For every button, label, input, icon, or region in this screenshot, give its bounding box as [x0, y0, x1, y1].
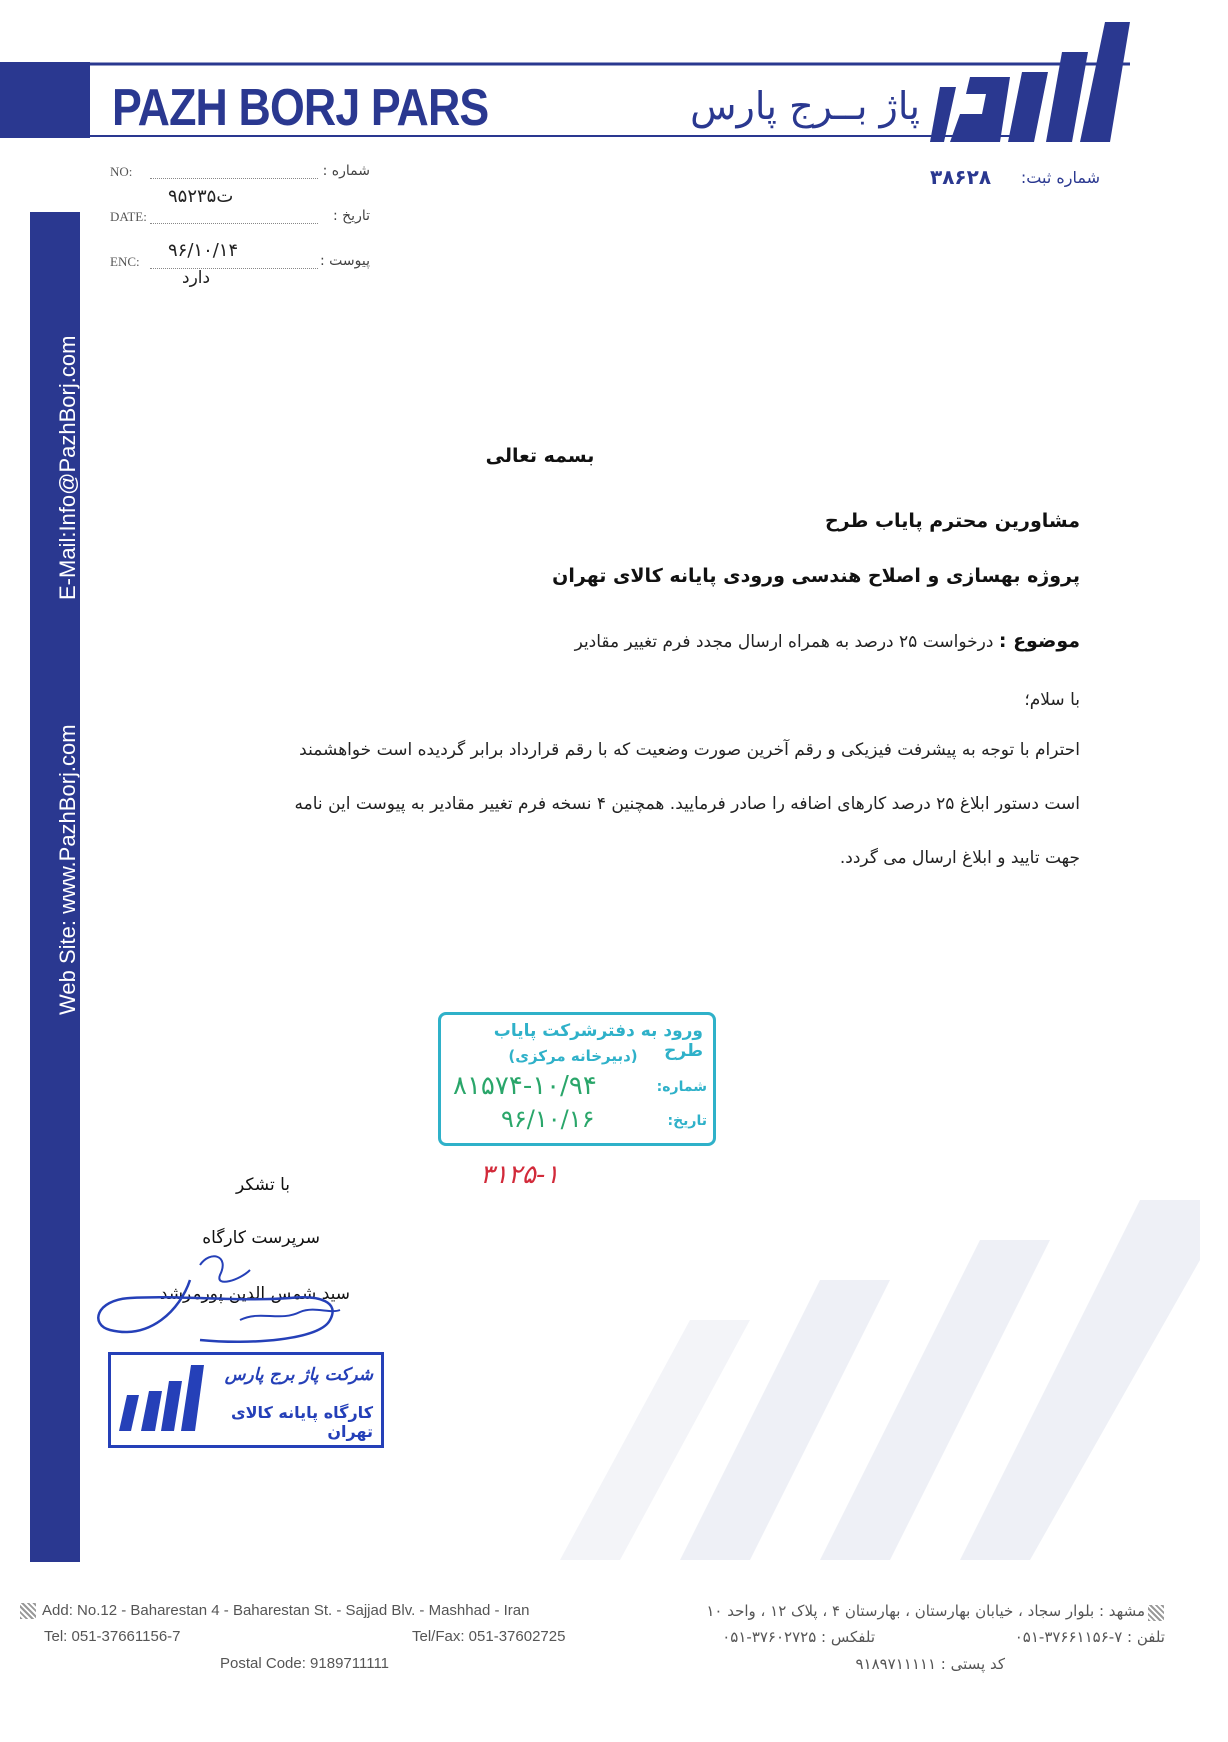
company-stamp-line1: شرکت پاژ برج پارس — [224, 1365, 373, 1385]
footer-tel-en: Tel: 051-37661156-7 — [44, 1628, 181, 1645]
subject-label: موضوع : — [998, 630, 1080, 652]
enclosure-value: دارد — [182, 268, 211, 288]
company-stamp — [108, 1352, 384, 1448]
date-dotted-line — [150, 223, 318, 224]
date-label-en: DATE: — [110, 209, 147, 224]
footer-address-icon-fa — [1148, 1605, 1164, 1621]
subject-line — [200, 630, 1080, 652]
footer-postal-en: Postal Code: 9189711111 — [220, 1655, 390, 1672]
number-label-fa: شماره : — [322, 163, 370, 179]
footer-postal-fa: کد پستی : ۹۱۸۹۷۱۱۱۱۱ — [855, 1655, 1005, 1673]
brand-name-english: PAZH BORJ PARS — [112, 79, 489, 137]
company-stamp-logo-icon — [119, 1365, 204, 1435]
number-dotted-line — [150, 178, 318, 179]
greeting: با سلام؛ — [1024, 690, 1080, 710]
side-email: E-Mail:Info@PazhBorj.com — [55, 335, 80, 600]
invocation: بسمه تعالی — [485, 445, 595, 467]
enclosure-label-en: ENC: — [110, 254, 140, 269]
company-stamp-line2: کارگاه پایانه کالای تهران — [230, 1403, 373, 1441]
footer-fax-fa: تلفکس : ۳۷۶۰۲۷۲۵-۰۵۱ — [722, 1628, 875, 1646]
footer-tel-fa: تلفن : ۷-۳۷۶۶۱۱۵۶-۰۵۱ — [1014, 1628, 1165, 1646]
date-label-fa: تاریخ : — [332, 208, 370, 224]
letter-number: ۹۵ت۲۳۵ — [168, 186, 234, 207]
signer-title: سرپرست کارگاه — [202, 1228, 320, 1248]
project-title: پروژه بهسازی و اصلاح هندسی ورودی پایانه کالای تهران — [552, 565, 1080, 587]
footer-address-fa: مشهد : بلوار سجاد ، خیابان بهارستان ، بهارستان ۴ ، پلاک ۱۲ ، واحد ۱۰ — [706, 1602, 1145, 1620]
entry-stamp-number: ۸۱۵۷۴-۱۰/۹۴ — [453, 1071, 597, 1101]
footer-address-icon-en — [20, 1603, 36, 1619]
signature — [90, 1240, 370, 1370]
handwritten-reference: ۳۱۲۵-۱ — [480, 1160, 560, 1190]
company-logo — [930, 22, 1130, 152]
enclosure-dotted-line — [150, 268, 318, 269]
entry-stamp-date: ۹۶/۱۰/۱۶ — [501, 1105, 595, 1133]
footer-telfax-en: Tel/Fax: 051-37602725 — [412, 1628, 566, 1645]
body-line-3: جهت تایید و ابلاغ ارسال می گردد. — [839, 848, 1080, 868]
number-label-en: NO: — [110, 164, 133, 179]
closing: با تشکر — [236, 1175, 290, 1195]
entry-stamp-number-label: شماره: — [656, 1079, 707, 1095]
brand-name-persian: پاژ بــرج پارس — [690, 84, 920, 128]
letter-date: ۹۶/۱۰/۱۴ — [168, 240, 239, 261]
secretariat-entry-stamp — [438, 1012, 716, 1146]
signer-name: سید شمس الدین پورمرشد — [159, 1284, 350, 1304]
footer-address-en: Add: No.12 - Baharestan 4 - Baharestan St. - Sajjad Blv. - Mashhad - Iran — [42, 1602, 530, 1619]
body-line-2: است دستور ابلاغ ۲۵ درصد کارهای اضافه را صادر فرمایید. همچنین ۴ نسخه فرم تغییر مقادیر به پیوست این نامه — [294, 794, 1080, 814]
side-website: Web Site: www.PazhBorj.com — [55, 724, 80, 1015]
subject-text: درخواست ۲۵ درصد به همراه ارسال مجدد فرم تغییر مقادیر — [574, 632, 994, 652]
entry-stamp-subtitle: (دبیرخانه مرکزی) — [508, 1047, 638, 1065]
registration-number: ۳۸۶۲۸ — [930, 165, 992, 189]
registration-label: شماره ثبت: — [1020, 168, 1100, 187]
entry-stamp-title: ورود به دفترشرکت پایاب طرح — [493, 1021, 703, 1061]
recipient: مشاورین محترم پایاب طرح — [824, 510, 1080, 532]
enclosure-label-fa: پیوست : — [320, 253, 370, 269]
body-line-1: احترام با توجه به پیشرفت فیزیکی و رقم آخرین صورت وضعیت که با رقم قرارداد برابر گردیده است خواهشمند — [299, 740, 1080, 760]
entry-stamp-date-label: تاریخ: — [667, 1113, 707, 1129]
